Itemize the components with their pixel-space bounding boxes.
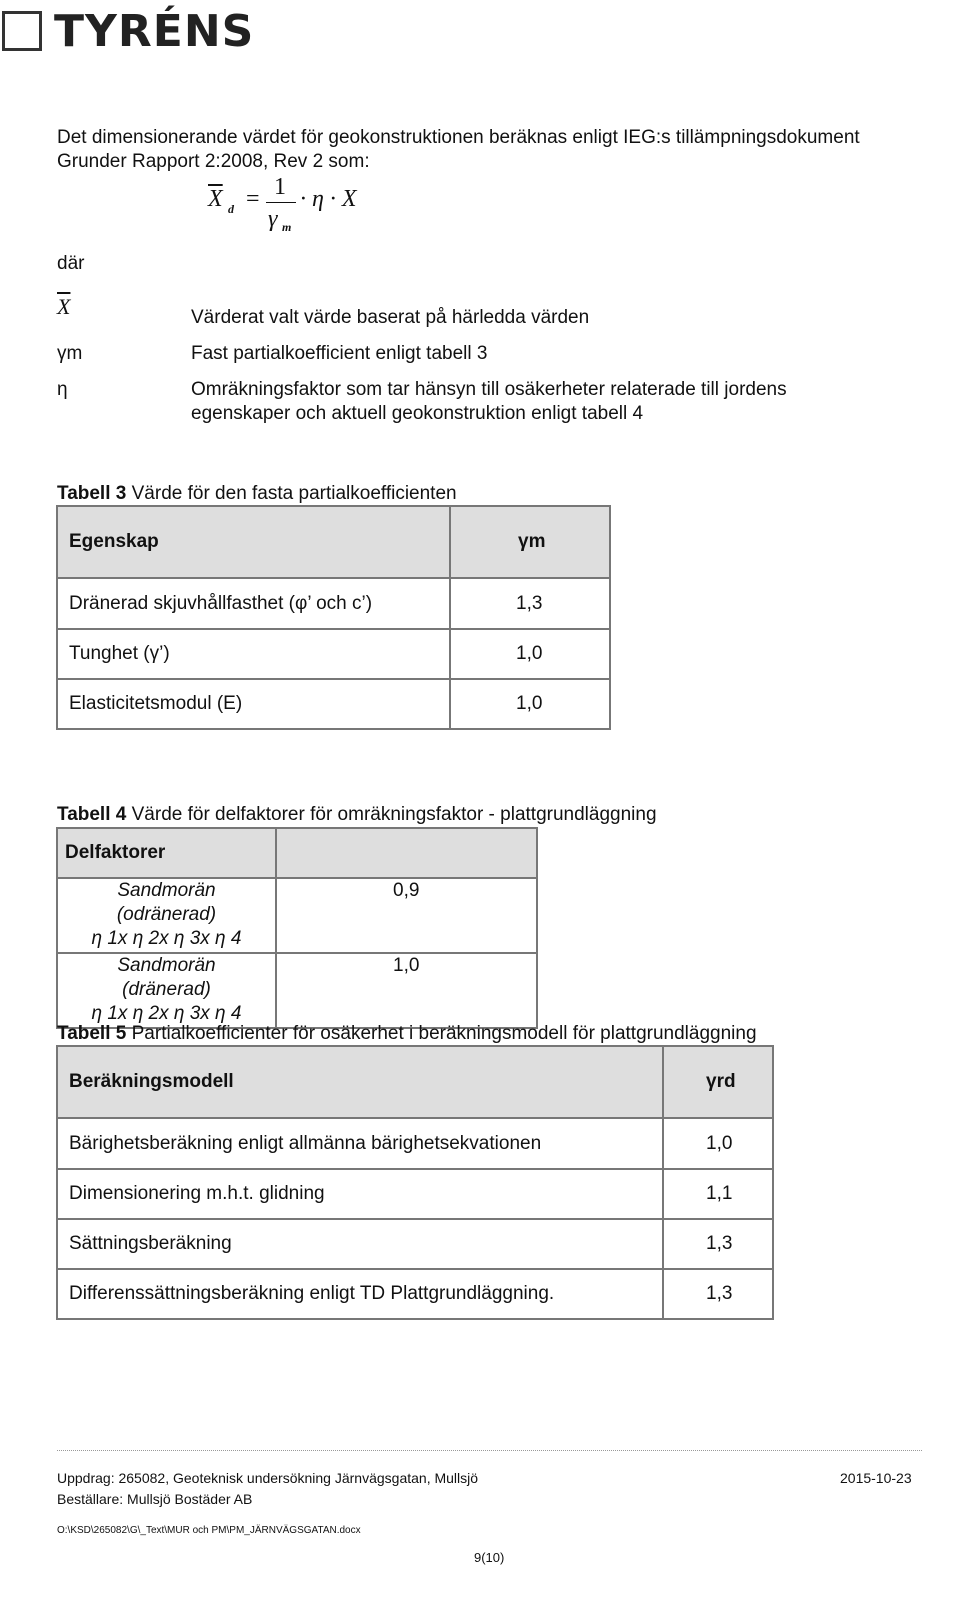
table5-header-model: Beräkningsmodell bbox=[57, 1046, 663, 1118]
company-logo bbox=[2, 5, 255, 57]
table3-caption-number: Tabell 3 bbox=[57, 483, 127, 504]
table5 bbox=[56, 1045, 774, 1320]
table3-header-gamma-m: γm bbox=[450, 506, 610, 578]
table4-caption-text: Värde för delfaktorer för omräkningsfaktor - plattgrundläggning bbox=[126, 804, 657, 825]
table-row bbox=[57, 629, 610, 679]
table3-caption bbox=[57, 483, 457, 505]
table-row bbox=[57, 1219, 773, 1269]
page-number: 9(10) bbox=[474, 1550, 505, 1565]
table4-header-value bbox=[276, 828, 537, 878]
table4-factor-line-1: Sandmorän bbox=[117, 880, 216, 901]
where-label: där bbox=[57, 253, 85, 274]
table5-cell-model: Dimensionering m.h.t. glidning bbox=[57, 1169, 663, 1219]
symbol-eta-desc-line-2: egenskaper och aktuell geokonstruktion enligt tabell 4 bbox=[191, 403, 644, 424]
table5-cell-model: Bärighetsberäkning enligt allmänna bärighetsekvationen bbox=[57, 1118, 663, 1169]
intro-line-1: Det dimensionerande värdet för geokonstruktionen beräknas enligt IEG:s tillämpningsdokument bbox=[57, 127, 860, 148]
formula-lhs: $\overline{X}$ bbox=[208, 186, 223, 212]
table3-cell-property: Dränerad skjuvhållfasthet (φ’ och c’) bbox=[57, 578, 450, 629]
table5-cell-model: Differenssättningsberäkning enligt TD Plattgrundläggning. bbox=[57, 1269, 663, 1319]
table3-caption-text: Värde för den fasta partialkoefficienten bbox=[126, 483, 457, 504]
table4-factor-line-3: η 1x η 2x η 3x η 4 bbox=[91, 1003, 242, 1024]
table5-cell-value: 1,3 bbox=[663, 1219, 773, 1269]
symbol-gamma-m: γm bbox=[57, 343, 83, 364]
table4-factor-line-3: η 1x η 2x η 3x η 4 bbox=[91, 928, 242, 949]
formula-fraction-bar bbox=[266, 202, 296, 203]
table3-cell-property: Elasticitetsmodul (E) bbox=[57, 679, 450, 729]
formula-rhs: · η · X bbox=[300, 186, 357, 212]
table4-cell-factor bbox=[57, 953, 276, 1028]
table4-cell-value: 0,9 bbox=[276, 878, 537, 953]
footer-client: Beställare: Mullsjö Bostäder AB bbox=[57, 1491, 253, 1507]
table5-header-row bbox=[57, 1046, 773, 1118]
formula-lhs-sub: d bbox=[228, 202, 234, 216]
table4-factor-line-2: (dränerad) bbox=[122, 979, 211, 1000]
footer-assignment: Uppdrag: 265082, Geoteknisk undersökning Järnvägsgatan, Mullsjö bbox=[57, 1470, 479, 1486]
formula-equals: = bbox=[246, 186, 260, 212]
table-row bbox=[57, 953, 537, 1028]
table3-cell-value: 1,0 bbox=[450, 629, 610, 679]
table-row bbox=[57, 578, 610, 629]
table5-cell-value: 1,1 bbox=[663, 1169, 773, 1219]
table5-cell-value: 1,3 bbox=[663, 1269, 773, 1319]
table3-header-egenskap: Egenskap bbox=[57, 506, 450, 578]
logo-text: TYRÉNS bbox=[54, 5, 255, 57]
table-row bbox=[57, 1169, 773, 1219]
table3-cell-value: 1,3 bbox=[450, 578, 610, 629]
table4-cell-factor bbox=[57, 878, 276, 953]
table4-factor-line-2: (odränerad) bbox=[116, 904, 217, 925]
table4-caption bbox=[57, 804, 657, 826]
table3-cell-value: 1,0 bbox=[450, 679, 610, 729]
formula bbox=[208, 174, 368, 236]
intro-paragraph bbox=[57, 126, 937, 174]
table-row bbox=[57, 1118, 773, 1169]
intro-line-2: Grunder Rapport 2:2008, Rev 2 som: bbox=[57, 151, 370, 172]
logo-mark-icon bbox=[2, 11, 42, 51]
table5-cell-model: Sättningsberäkning bbox=[57, 1219, 663, 1269]
symbol-x: $\overline{X}$ bbox=[57, 294, 71, 319]
table4-header-delfaktorer: Delfaktorer bbox=[57, 828, 276, 878]
footer-file-path: O:\KSD\265082\G\_Text\MUR och PM\PM_JÄRNVÄGSGATAN.docx bbox=[57, 1525, 361, 1536]
table5-cell-value: 1,0 bbox=[663, 1118, 773, 1169]
formula-den-sub: m bbox=[282, 220, 292, 234]
footer-divider bbox=[57, 1450, 922, 1451]
table3-header-row bbox=[57, 506, 610, 578]
symbol-eta: η bbox=[57, 379, 68, 400]
symbol-eta-desc-line-1: Omräkningsfaktor som tar hänsyn till osäkerheter relaterade till jordens bbox=[191, 379, 787, 400]
table5-caption-number: Tabell 5 bbox=[57, 1023, 127, 1044]
formula-denominator: γ bbox=[268, 206, 278, 232]
table5-caption bbox=[57, 1023, 757, 1045]
table-row bbox=[57, 1269, 773, 1319]
table3-cell-property: Tunghet (γ’) bbox=[57, 629, 450, 679]
formula-numerator: 1 bbox=[274, 174, 286, 200]
table4-factor-line-1: Sandmorän bbox=[117, 955, 216, 976]
symbol-gamma-m-desc: Fast partialkoefficient enligt tabell 3 bbox=[191, 343, 488, 364]
table3 bbox=[56, 505, 611, 730]
table-row bbox=[57, 878, 537, 953]
table4-cell-value: 1,0 bbox=[276, 953, 537, 1028]
symbol-eta-desc bbox=[191, 378, 891, 426]
table4 bbox=[56, 827, 538, 1029]
table5-caption-text: Partialkoefficienter för osäkerhet i beräkningsmodell för plattgrundläggning bbox=[126, 1023, 757, 1044]
table5-header-gamma-rd: γrd bbox=[663, 1046, 773, 1118]
footer-date: 2015-10-23 bbox=[840, 1470, 912, 1486]
table-row bbox=[57, 679, 610, 729]
symbol-x-desc: Värderat valt värde baserat på härledda värden bbox=[191, 307, 590, 328]
table4-header-row bbox=[57, 828, 537, 878]
table4-caption-number: Tabell 4 bbox=[57, 804, 127, 825]
